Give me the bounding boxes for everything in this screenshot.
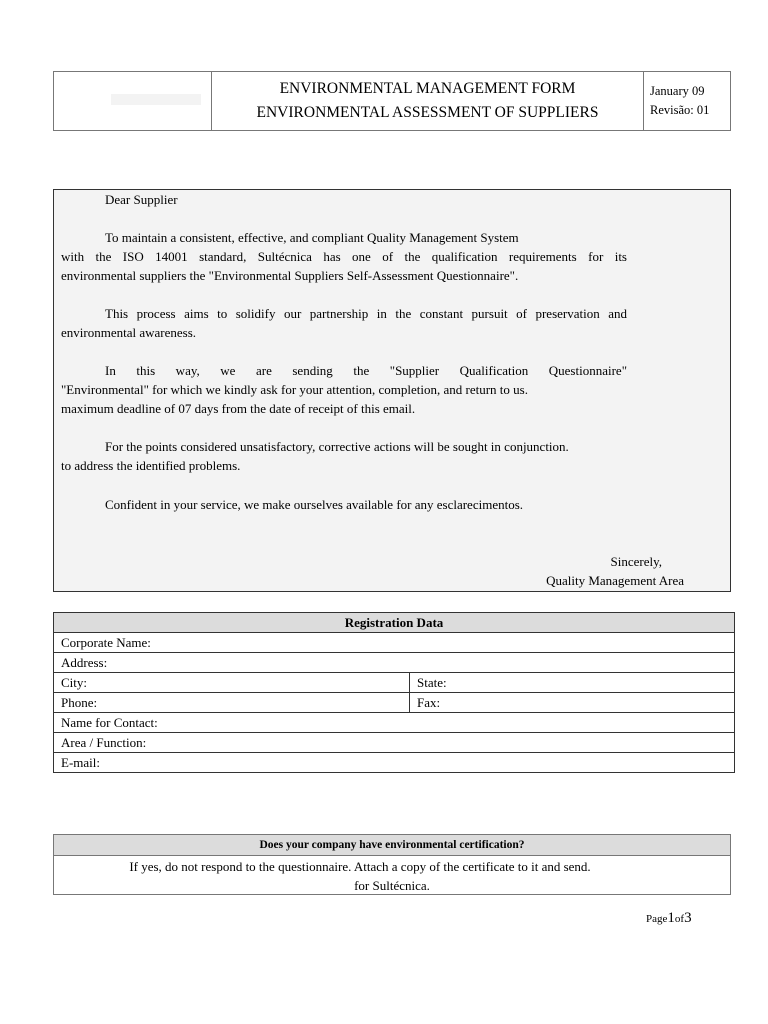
form-header bbox=[53, 71, 731, 131]
form-title-line1: ENVIRONMENTAL MANAGEMENT FORM bbox=[279, 80, 576, 97]
fax-field[interactable]: Fax: bbox=[410, 693, 735, 713]
corporate-name-field[interactable]: Corporate Name: bbox=[54, 633, 735, 653]
certification-question: Does your company have environmental certification? bbox=[54, 835, 730, 856]
letter-paragraph-3: In this way, we are sending the "Supplier Qualification Questionnaire" "Environmental" for which we kindly ask for your attention, completion, and return to us. maximum deadline of 07 days from the date of receipt of this email. bbox=[61, 363, 627, 416]
certification-answer-line2: for Sultécnica. bbox=[354, 878, 430, 893]
state-field[interactable]: State: bbox=[410, 673, 735, 693]
certification-box bbox=[53, 834, 731, 895]
letter-paragraph-1: To maintain a consistent, effective, and compliant Quality Management System with the ISO 14001 standard, Sultécnica has one of the qualification requirements for its environmental suppliers the "Environmental Suppliers Self-Assessment Questionnaire". bbox=[61, 230, 627, 283]
letter-paragraph-2: This process aims to solidify our partnership in the constant pursuit of preservation and environmental awareness. bbox=[61, 306, 627, 340]
letter-closing: Sincerely, bbox=[610, 554, 662, 569]
email-field[interactable]: E-mail: bbox=[54, 753, 735, 773]
contact-name-field[interactable]: Name for Contact: bbox=[54, 713, 735, 733]
letter-signature bbox=[546, 552, 684, 590]
letter-signatory: Quality Management Area bbox=[546, 573, 684, 588]
letter-paragraph-5: Confident in your service, we make ourselves available for any esclarecimentos. bbox=[105, 497, 524, 512]
company-logo bbox=[111, 94, 201, 105]
address-field[interactable]: Address: bbox=[54, 653, 735, 673]
certification-answer-line1: If yes, do not respond to the questionnaire. Attach a copy of the certificate to it and send. bbox=[129, 859, 591, 874]
city-field[interactable]: City: bbox=[54, 673, 410, 693]
phone-field[interactable]: Phone: bbox=[54, 693, 410, 713]
supplier-letter bbox=[53, 189, 731, 592]
certification-answer[interactable] bbox=[54, 856, 730, 895]
form-date: January 09 bbox=[650, 84, 705, 98]
page-number: Page1of3 bbox=[646, 910, 692, 926]
form-title-line2: ENVIRONMENTAL ASSESSMENT OF SUPPLIERS bbox=[256, 104, 599, 121]
revision-info bbox=[644, 72, 730, 130]
registration-table bbox=[53, 612, 735, 773]
form-title bbox=[212, 72, 644, 130]
letter-paragraph-4: For the points considered unsatisfactory, corrective actions will be sought in conjunction. to address the identified problems. bbox=[61, 439, 569, 473]
registration-title: Registration Data bbox=[54, 613, 735, 633]
area-function-field[interactable]: Area / Function: bbox=[54, 733, 735, 753]
logo-cell bbox=[54, 72, 212, 130]
letter-greeting: Dear Supplier bbox=[105, 192, 178, 207]
form-revision: Revisão: 01 bbox=[650, 103, 710, 117]
